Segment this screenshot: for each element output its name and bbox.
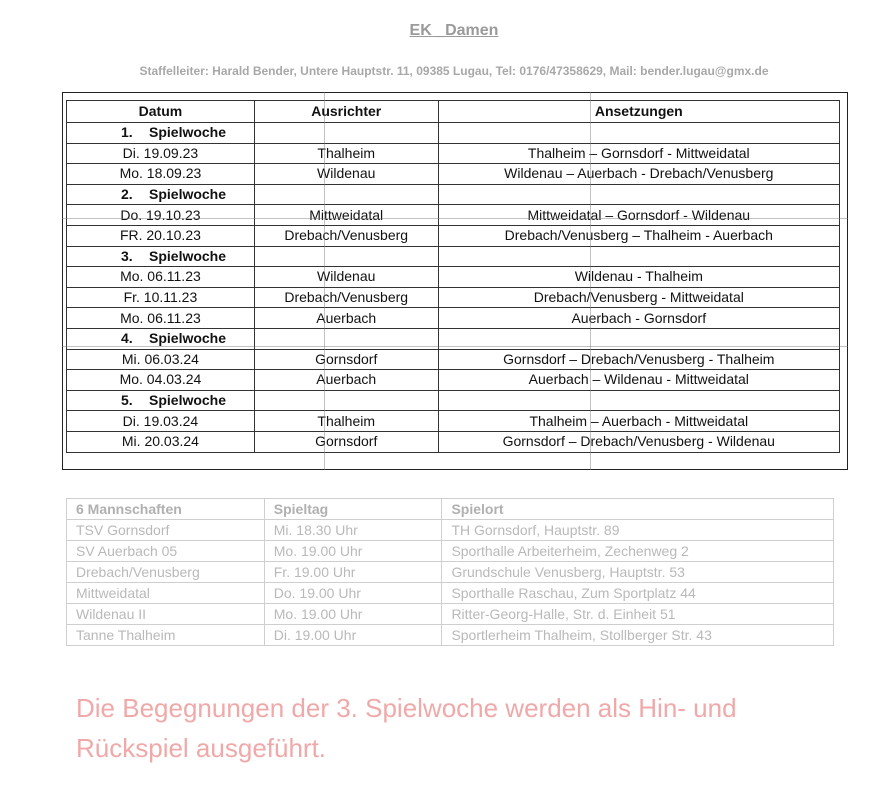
game-date: Mo. 06.11.23 — [67, 267, 255, 288]
team-venue: Grundschule Venusberg, Hauptstr. 53 — [442, 562, 834, 583]
team-name: Wildenau II — [67, 604, 265, 625]
table-row — [67, 583, 834, 604]
table-row — [67, 143, 840, 164]
team-name: Drebach/Venusberg — [67, 562, 265, 583]
guide-line — [62, 346, 848, 347]
game-host: Drebach/Venusberg — [254, 225, 438, 246]
game-date: Fr. 10.11.23 — [67, 287, 255, 308]
game-date: Mi. 20.03.24 — [67, 431, 255, 452]
rueckspiel-note: Die Begegnungen der 3. Spielwoche werden als Hin- und Rückspiel ausgeführt. — [76, 693, 737, 763]
game-date: Mo. 06.11.23 — [67, 308, 255, 329]
team-venue: Sporthalle Arbeiterheim, Zechenweg 2 — [442, 541, 834, 562]
game-pairing: Drebach/Venusberg - Mittweidatal — [438, 287, 839, 308]
table-row — [67, 370, 840, 391]
team-name: Mittweidatal — [67, 583, 265, 604]
table-row — [67, 411, 840, 432]
guide-line — [324, 92, 325, 470]
table-row — [67, 308, 840, 329]
game-date: Mo. 18.09.23 — [67, 164, 255, 185]
team-name: TSV Gornsdorf — [67, 520, 265, 541]
game-pairing: Gornsdorf – Drebach/Venusberg - Thalheim — [438, 349, 839, 370]
game-pairing: Gornsdorf – Drebach/Venusberg - Wildenau — [438, 431, 839, 452]
team-venue: Sportlerheim Thalheim, Stollberger Str. 43 — [442, 625, 834, 646]
table-row — [67, 625, 834, 646]
week-row — [67, 123, 840, 144]
schedule-header-row — [67, 101, 840, 123]
guide-line — [590, 92, 591, 470]
team-venue: TH Gornsdorf, Hauptstr. 89 — [442, 520, 834, 541]
game-date: Di. 19.03.24 — [67, 411, 255, 432]
col-header-datum: Datum — [67, 101, 255, 123]
game-pairing: Wildenau – Auerbach - Drebach/Venusberg — [438, 164, 839, 185]
table-row — [67, 520, 834, 541]
game-pairing: Wildenau - Thalheim — [438, 267, 839, 288]
team-venue: Ritter-Georg-Halle, Str. d. Einheit 51 — [442, 604, 834, 625]
game-host: Thalheim — [254, 411, 438, 432]
table-row — [67, 431, 840, 452]
team-day: Mo. 19.00 Uhr — [264, 604, 442, 625]
team-name: SV Auerbach 05 — [67, 541, 265, 562]
week-row — [67, 184, 840, 205]
team-name: Tanne Thalheim — [67, 625, 265, 646]
week-row — [67, 246, 840, 267]
table-row — [67, 349, 840, 370]
col-header-spielort: Spielort — [442, 499, 834, 520]
week-label: 2. Spielwoche — [67, 184, 255, 205]
team-day: Do. 19.00 Uhr — [264, 583, 442, 604]
game-date: Mi. 06.03.24 — [67, 349, 255, 370]
table-row — [67, 225, 840, 246]
week-label: 1. Spielwoche — [67, 123, 255, 144]
teams-table — [66, 498, 834, 646]
game-pairing: Thalheim – Auerbach - Mittweidatal — [438, 411, 839, 432]
week-row — [67, 390, 840, 411]
game-host: Auerbach — [254, 308, 438, 329]
game-date: Do. 19.10.23 — [67, 205, 255, 226]
game-host: Wildenau — [254, 164, 438, 185]
game-date: FR. 20.10.23 — [67, 225, 255, 246]
table-row — [67, 267, 840, 288]
game-host: Gornsdorf — [254, 431, 438, 452]
team-day: Fr. 19.00 Uhr — [264, 562, 442, 583]
page-title: EK _Damen — [409, 22, 499, 39]
game-host: Mittweidatal — [254, 205, 438, 226]
game-host: Thalheim — [254, 143, 438, 164]
staffelleiter-info: Staffelleiter: Harald Bender, Untere Hauptstr. 11, 09385 Lugau, Tel: 0176/47358629, Mail: bender.lugau@gmx.de — [139, 64, 769, 78]
table-row — [67, 287, 840, 308]
game-pairing: Mittweidatal – Gornsdorf - Wildenau — [438, 205, 839, 226]
game-date: Di. 19.09.23 — [67, 143, 255, 164]
table-row — [67, 205, 840, 226]
week-label: 4. Spielwoche — [67, 328, 255, 349]
game-pairing: Auerbach – Wildenau - Mittweidatal — [438, 370, 839, 391]
schedule-table — [66, 100, 840, 453]
team-venue: Sporthalle Raschau, Zum Sportplatz 44 — [442, 583, 834, 604]
col-header-ansetzungen: Ansetzungen — [438, 101, 839, 123]
game-host: Drebach/Venusberg — [254, 287, 438, 308]
team-day: Di. 19.00 Uhr — [264, 625, 442, 646]
col-header-ausrichter: Ausrichter — [254, 101, 438, 123]
table-row — [67, 164, 840, 185]
game-host: Gornsdorf — [254, 349, 438, 370]
week-label: 5. Spielwoche — [67, 390, 255, 411]
col-header-mannschaften: 6 Mannschaften — [67, 499, 265, 520]
col-header-spieltag: Spieltag — [264, 499, 442, 520]
table-row — [67, 604, 834, 625]
guide-line — [62, 218, 848, 219]
game-host: Auerbach — [254, 370, 438, 391]
table-row — [67, 562, 834, 583]
team-day: Mo. 19.00 Uhr — [264, 541, 442, 562]
week-label: 3. Spielwoche — [67, 246, 255, 267]
team-day: Mi. 18.30 Uhr — [264, 520, 442, 541]
teams-header-row — [67, 499, 834, 520]
game-pairing: Drebach/Venusberg – Thalheim - Auerbach — [438, 225, 839, 246]
table-row — [67, 541, 834, 562]
game-pairing: Thalheim – Gornsdorf - Mittweidatal — [438, 143, 839, 164]
game-date: Mo. 04.03.24 — [67, 370, 255, 391]
game-pairing: Auerbach - Gornsdorf — [438, 308, 839, 329]
game-host: Wildenau — [254, 267, 438, 288]
